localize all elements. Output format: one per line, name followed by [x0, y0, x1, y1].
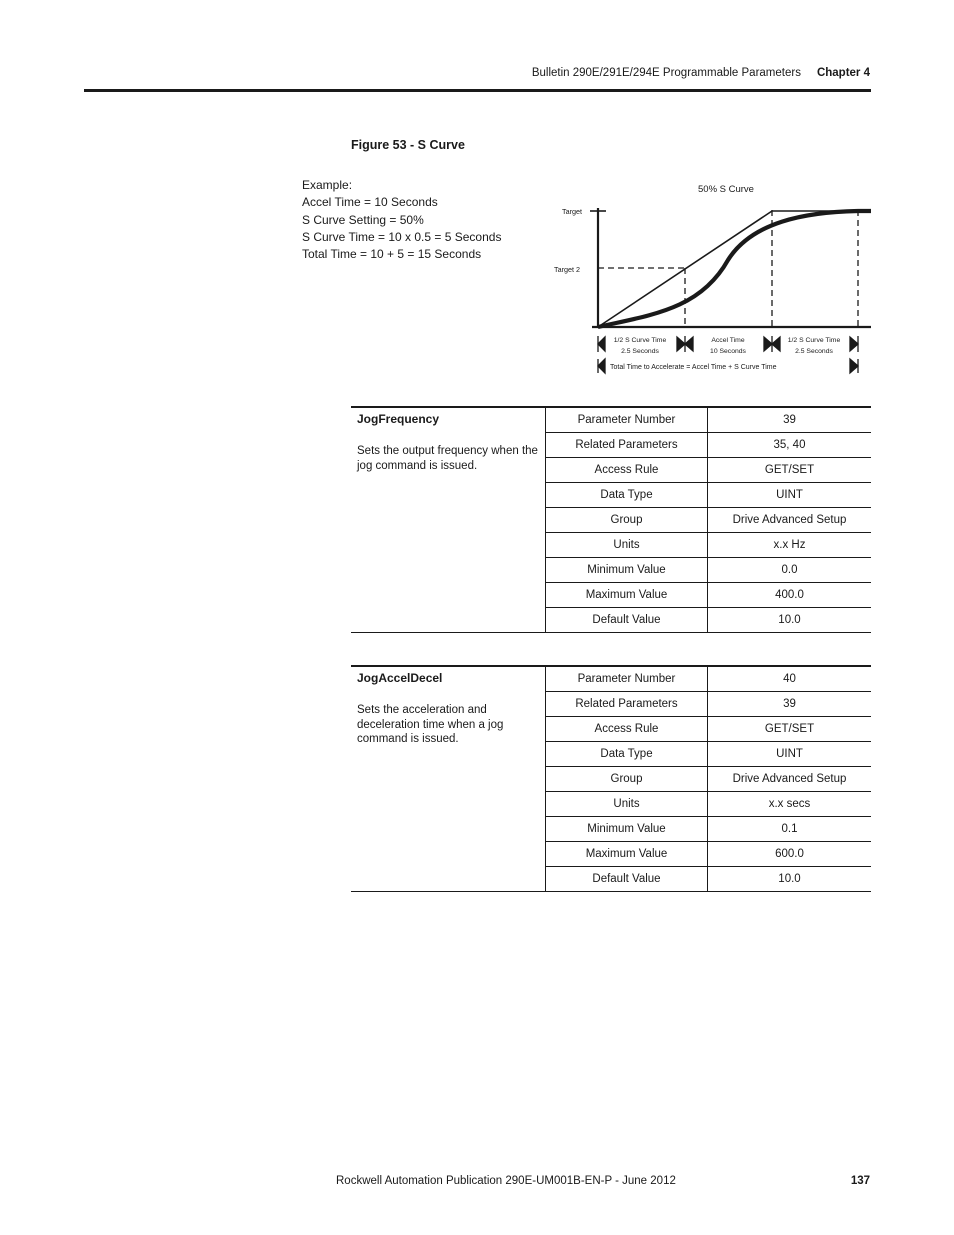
segment2-label: Accel Time: [711, 337, 745, 344]
row-value: x.x secs: [708, 792, 872, 817]
page-number: 137: [850, 1175, 870, 1187]
segment1-label: 1/2 S Curve Time: [613, 337, 667, 344]
param-description: Sets the acceleration and deceleration time when a jog command is issued.: [357, 704, 504, 745]
row-value: 39: [708, 692, 872, 717]
segment2-sublabel: 10 Seconds: [710, 348, 746, 355]
param-name: JogFrequency: [357, 412, 440, 426]
row-value: 35, 40: [708, 433, 872, 458]
running-header: [532, 67, 870, 79]
row-label: Units: [546, 533, 708, 558]
row-value: x.x Hz: [708, 533, 872, 558]
param-name: JogAccelDecel: [357, 671, 443, 685]
linear-ramp: [598, 211, 871, 327]
row-label: Default Value: [546, 608, 708, 633]
row-label: Group: [546, 767, 708, 792]
param-description-cell: [351, 407, 546, 633]
table-row: [351, 666, 871, 692]
example-line: Accel Time = 10 Seconds: [302, 195, 438, 210]
row-label: Related Parameters: [546, 692, 708, 717]
row-label: Minimum Value: [546, 817, 708, 842]
row-value: Drive Advanced Setup: [708, 508, 872, 533]
row-label: Access Rule: [546, 458, 708, 483]
s-curve: [598, 211, 871, 327]
row-label: Maximum Value: [546, 583, 708, 608]
row-value: UINT: [708, 483, 872, 508]
curve-label: 50% S Curve: [698, 184, 754, 195]
example-line: Total Time = 10 + 5 = 15 Seconds: [302, 247, 482, 262]
row-label: Parameter Number: [546, 666, 708, 692]
row-label: Group: [546, 508, 708, 533]
row-label: Default Value: [546, 867, 708, 892]
example-text: [302, 177, 501, 263]
total-time-label: Total Time to Accelerate = Accel Time + S Curve Time: [610, 364, 777, 371]
row-value: 0.0: [708, 558, 872, 583]
footer-publication: Rockwell Automation Publication 290E-UM001B-EN-P - June 2012: [336, 1175, 676, 1187]
row-value: 10.0: [708, 867, 872, 892]
row-value: 400.0: [708, 583, 872, 608]
row-label: Data Type: [546, 483, 708, 508]
param-description: Sets the output frequency when the jog command is issued.: [357, 445, 538, 472]
row-value: 39: [708, 407, 872, 433]
target-label: Target: [562, 207, 582, 216]
header-rule: [84, 89, 871, 92]
row-label: Data Type: [546, 742, 708, 767]
example-line: S Curve Time = 10 x 0.5 = 5 Seconds: [302, 229, 502, 244]
row-label: Related Parameters: [546, 433, 708, 458]
row-label: Minimum Value: [546, 558, 708, 583]
row-label: Parameter Number: [546, 407, 708, 433]
row-value: GET/SET: [708, 717, 872, 742]
header-title: Bulletin 290E/291E/294E Programmable Parameters: [531, 67, 801, 79]
row-value: 10.0: [708, 608, 872, 633]
example-line: S Curve Setting = 50%: [302, 212, 424, 227]
row-label: Maximum Value: [546, 842, 708, 867]
segment3-label: 1/2 S Curve Time: [787, 337, 841, 344]
param-table-jogacceldecel: [351, 665, 871, 892]
row-label: Access Rule: [546, 717, 708, 742]
row-value: 600.0: [708, 842, 872, 867]
s-curve-diagram: [540, 170, 875, 380]
row-value: 0.1: [708, 817, 872, 842]
segment3-sublabel: 2.5 Seconds: [795, 348, 833, 355]
row-label: Units: [546, 792, 708, 817]
row-value: Drive Advanced Setup: [708, 767, 872, 792]
table-row: [351, 407, 871, 433]
row-value: UINT: [708, 742, 872, 767]
row-value: GET/SET: [708, 458, 872, 483]
row-value: 40: [708, 666, 872, 692]
param-description-cell: [351, 666, 546, 892]
param-table-jogfrequency: [351, 406, 871, 633]
figure-title: Figure 53 - S Curve: [351, 138, 465, 152]
example-line: Example:: [302, 178, 353, 192]
header-chapter: Chapter 4: [816, 67, 870, 79]
target2-label: Target 2: [554, 265, 580, 274]
segment1-sublabel: 2.5 Seconds: [621, 348, 659, 355]
